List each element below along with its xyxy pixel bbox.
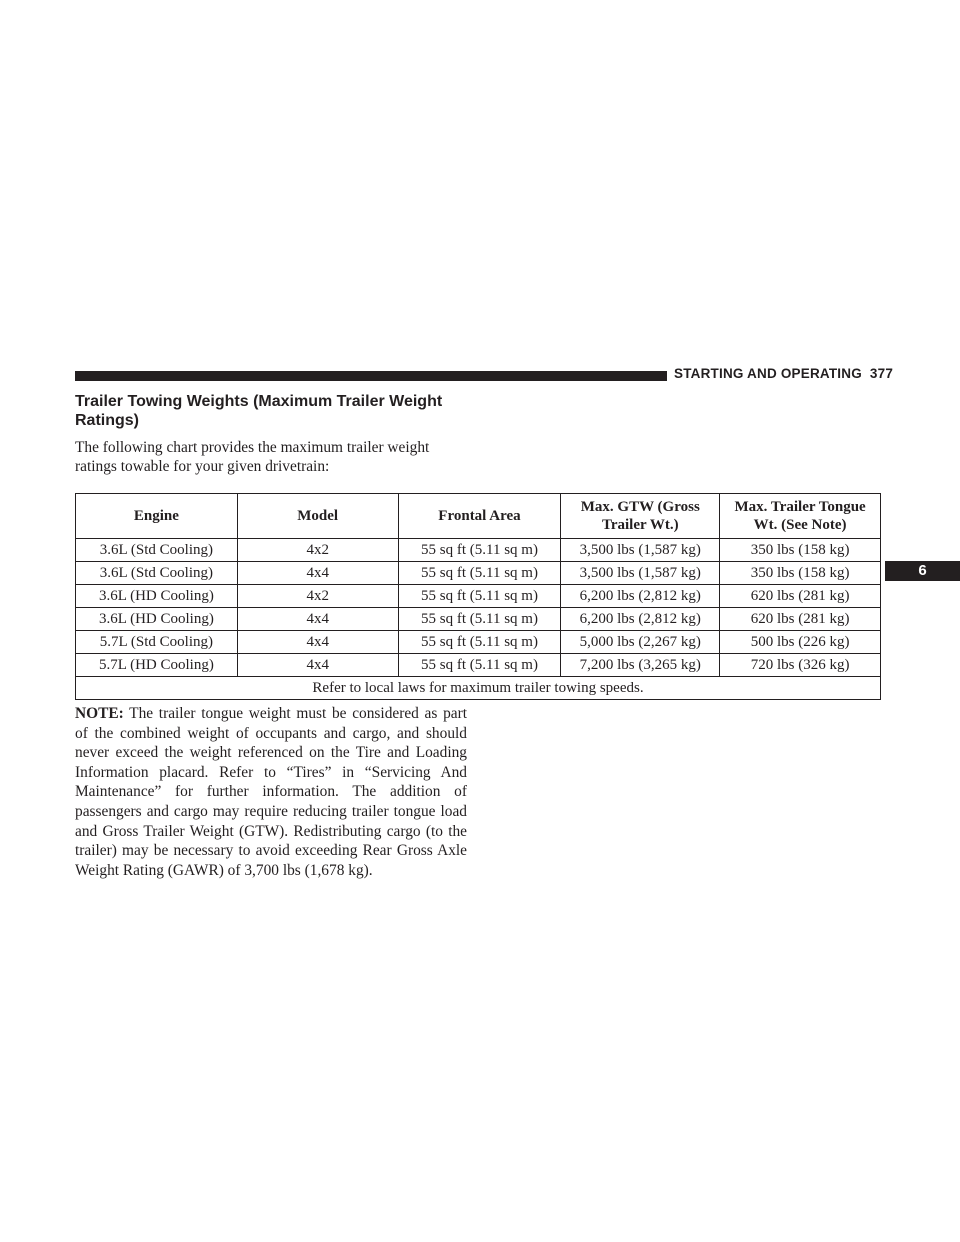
table-header-row	[76, 494, 881, 539]
header-rule	[75, 371, 667, 381]
running-header	[674, 366, 894, 381]
cell-max-tongue: 350 lbs (158 kg)	[720, 562, 881, 585]
cell-engine: 3.6L (Std Cooling)	[76, 562, 238, 585]
cell-engine: 5.7L (Std Cooling)	[76, 631, 238, 654]
note-label: NOTE:	[75, 705, 124, 722]
col-header-engine: Engine	[76, 494, 238, 539]
cell-max-gtw: 6,200 lbs (2,812 kg)	[561, 585, 720, 608]
note-text: The trailer tongue weight must be considered as part of the combined weight of occupants and cargo, and should never exceed the weight referenced on the Tire and Loading Information placard. Refer to “Tires” in “Servicing And Maintenance” for further information. The addition of passengers and cargo may require reducing trailer tongue load and Gross Trailer Weight (GTW). Redistributing cargo (to the trailer) may be necessary to avoid exceeding Rear Gross Axle Weight Rating (GAWR) of 3,700 lbs (1,678 kg).	[75, 705, 467, 879]
section-title: Trailer Towing Weights (Maximum Trailer Weight Ratings)	[75, 393, 443, 429]
col-header-max-gtw: Max. GTW (Gross Trailer Wt.)	[561, 494, 720, 539]
note-paragraph	[75, 704, 467, 880]
cell-max-tongue: 620 lbs (281 kg)	[720, 608, 881, 631]
cell-frontal-area: 55 sq ft (5.11 sq m)	[398, 654, 561, 677]
cell-max-gtw: 5,000 lbs (2,267 kg)	[561, 631, 720, 654]
cell-max-gtw: 3,500 lbs (1,587 kg)	[561, 562, 720, 585]
section-name: STARTING AND OPERATING	[674, 366, 862, 381]
table-row	[76, 608, 881, 631]
chapter-tab: 6	[885, 561, 960, 581]
cell-model: 4x4	[237, 608, 398, 631]
cell-engine: 5.7L (HD Cooling)	[76, 654, 238, 677]
cell-model: 4x2	[237, 539, 398, 562]
cell-max-tongue: 500 lbs (226 kg)	[720, 631, 881, 654]
cell-max-gtw: 6,200 lbs (2,812 kg)	[561, 608, 720, 631]
cell-model: 4x4	[237, 562, 398, 585]
cell-frontal-area: 55 sq ft (5.11 sq m)	[398, 631, 561, 654]
cell-model: 4x4	[237, 654, 398, 677]
table-row	[76, 562, 881, 585]
cell-frontal-area: 55 sq ft (5.11 sq m)	[398, 539, 561, 562]
intro-paragraph: The following chart provides the maximum trailer weight ratings towable for your given drivetrain:	[75, 439, 430, 475]
cell-frontal-area: 55 sq ft (5.11 sq m)	[398, 585, 561, 608]
cell-engine: 3.6L (HD Cooling)	[76, 608, 238, 631]
page-number: 377	[869, 366, 894, 381]
table-row	[76, 654, 881, 677]
table-row	[76, 631, 881, 654]
table-footer-note: Refer to local laws for maximum trailer towing speeds.	[76, 677, 881, 700]
cell-engine: 3.6L (Std Cooling)	[76, 539, 238, 562]
table-row	[76, 539, 881, 562]
col-header-frontal-area: Frontal Area	[398, 494, 561, 539]
cell-max-tongue: 720 lbs (326 kg)	[720, 654, 881, 677]
cell-max-tongue: 620 lbs (281 kg)	[720, 585, 881, 608]
table-row	[76, 585, 881, 608]
table-footer-row	[76, 677, 881, 700]
cell-max-gtw: 3,500 lbs (1,587 kg)	[561, 539, 720, 562]
cell-frontal-area: 55 sq ft (5.11 sq m)	[398, 562, 561, 585]
towing-weights-table	[75, 493, 881, 700]
col-header-model: Model	[237, 494, 398, 539]
col-header-max-tongue: Max. Trailer Tongue Wt. (See Note)	[720, 494, 881, 539]
cell-frontal-area: 55 sq ft (5.11 sq m)	[398, 608, 561, 631]
cell-model: 4x2	[237, 585, 398, 608]
cell-model: 4x4	[237, 631, 398, 654]
cell-max-tongue: 350 lbs (158 kg)	[720, 539, 881, 562]
cell-max-gtw: 7,200 lbs (3,265 kg)	[561, 654, 720, 677]
cell-engine: 3.6L (HD Cooling)	[76, 585, 238, 608]
